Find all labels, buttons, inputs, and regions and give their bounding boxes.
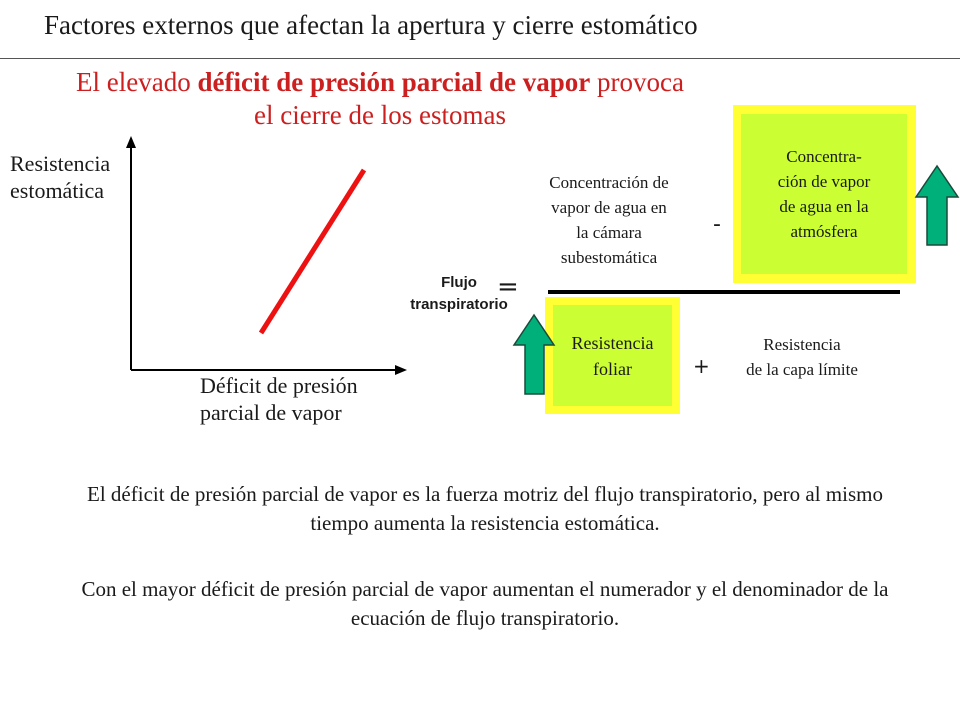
numerator-left-line1: Concentración de	[549, 173, 669, 192]
denominator-right-line1: Resistencia	[763, 335, 841, 354]
denominator-left-line1: Resistencia	[571, 332, 654, 353]
x-axis-arrowhead	[395, 365, 407, 375]
plus-sign: +	[693, 354, 710, 378]
subtitle-bold: déficit de presión parcial de vapor	[197, 67, 591, 97]
numerator-right-line3: de agua en la	[779, 197, 869, 216]
explanation-paragraph-2: Con el mayor déficit de presión parcial de vapor aumentan el numerador y el denominador de la ecuación de flujo transpiratorio.	[81, 577, 889, 630]
minus-sign: -	[713, 212, 721, 237]
foliar-box	[553, 305, 672, 406]
denominator-right-line2: de la capa límite	[746, 360, 858, 379]
slide-title: Factores externos que afectan la apertura y cierre estomático	[44, 10, 698, 40]
subtitle-line2: el cierre de los estomas	[254, 100, 506, 130]
flujo-line2: transpiratorio	[410, 296, 508, 313]
subtitle-part2: provoca	[590, 67, 684, 97]
numerator-right-line4: atmósfera	[790, 222, 858, 241]
trend-line	[261, 170, 364, 333]
denominator-left-line2: foliar	[593, 358, 632, 379]
fraction-bar	[548, 290, 900, 294]
explanation-paragraph-1: El déficit de presión parcial de vapor es la fuerza motriz del flujo transpiratorio, pero al mismo tiempo aumenta la resistencia estomática.	[87, 482, 883, 535]
subtitle-part1: El elevado	[76, 67, 198, 97]
title-divider	[0, 58, 960, 59]
numerator-subestomatica	[517, 170, 701, 270]
numerator-right-line2: ción de vapor	[777, 172, 871, 191]
y-axis-arrowhead	[126, 136, 136, 148]
numerator-left-line2: vapor de agua en	[551, 198, 667, 217]
graph-axes	[126, 136, 407, 375]
x-label-line2: parcial de vapor	[200, 400, 342, 425]
numerator-right-line1: Concentra-	[786, 147, 862, 166]
up-arrow-icon	[916, 166, 958, 245]
atmosphere-box	[741, 114, 907, 274]
subtitle	[0, 66, 760, 132]
numerator-left-line4: subestomática	[560, 248, 658, 267]
numerator-left-line3: la cámara	[576, 223, 642, 242]
y-label-line2: estomática	[10, 178, 105, 203]
y-label-line1: Resistencia	[10, 151, 111, 176]
x-axis-label	[200, 372, 358, 426]
flujo-line1: Flujo	[441, 274, 477, 291]
denominator-capa-limite	[712, 332, 892, 382]
equals-sign: =	[497, 272, 519, 302]
x-label-line1: Déficit de presión	[200, 373, 358, 398]
y-axis-label	[10, 150, 110, 204]
